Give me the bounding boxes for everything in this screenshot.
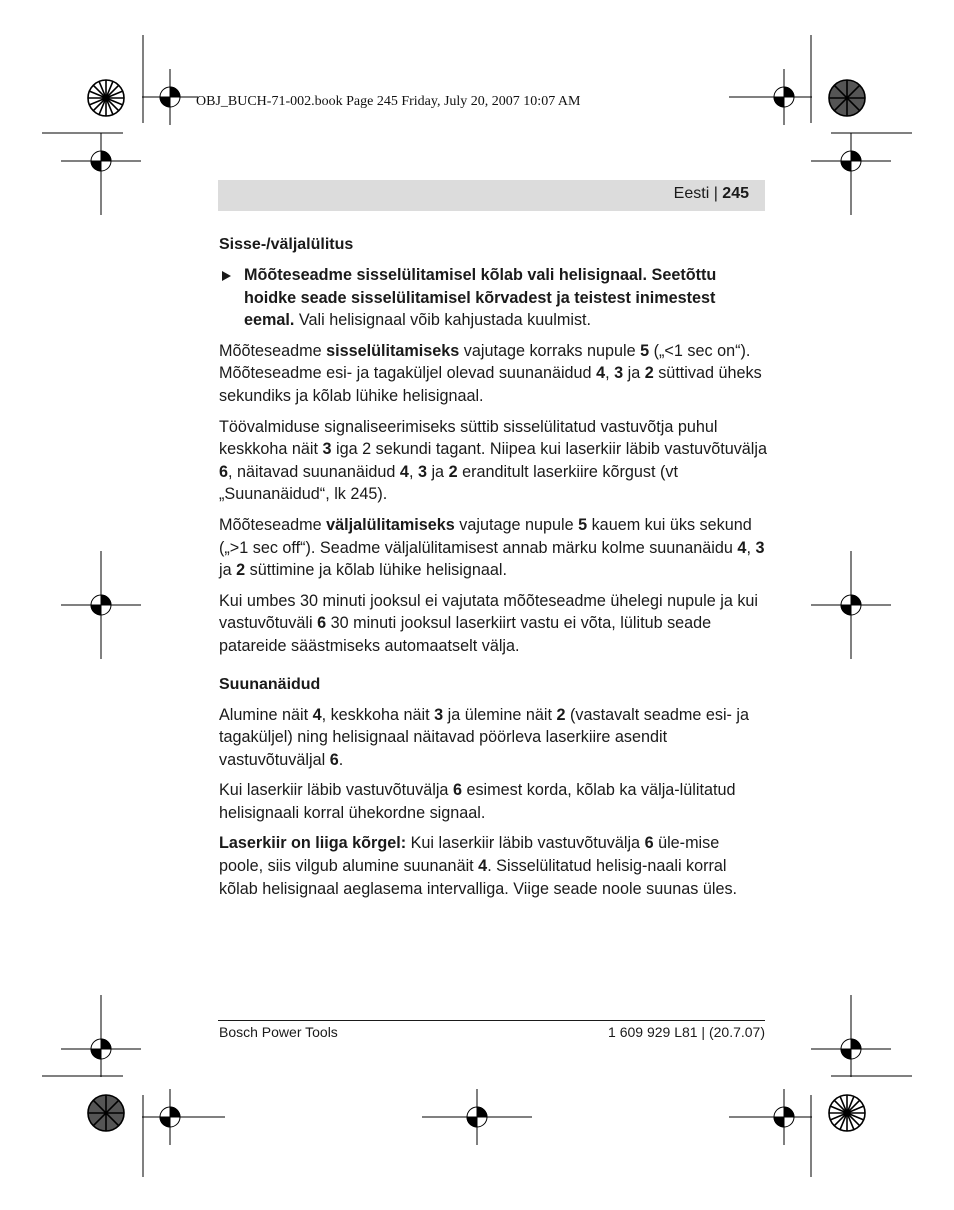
text-run: eranditult laserkiire kõrgust (vt „Suunanäidud“, lk 245). (219, 462, 678, 504)
paragraph-first-pass (219, 779, 767, 824)
paragraph-beam-too-high (219, 832, 767, 900)
text-run: , keskkoha näit (321, 705, 435, 724)
text-bold: 2 (448, 462, 458, 481)
text-bold: 6 (644, 834, 654, 853)
text-bold: 5 (578, 515, 588, 534)
section-heading-indicators: Suunanäidud (219, 675, 321, 693)
text-run: vajutage korraks nupule (459, 341, 641, 360)
text-bold: 2 (236, 561, 246, 580)
warning-bold-text: Mõõteseadme sisselülitamisel kõlab vali helisignaal. Seetõttu hoidke seade sisselülitamisel kõrvadest ja teistest inimestest eemal. (244, 266, 717, 330)
text-run: ja (219, 561, 237, 580)
text-bold: väljalülitamiseks (326, 515, 455, 534)
text-run: , (408, 462, 418, 481)
page-number: 245 (722, 185, 749, 202)
text-bold: 3 (417, 462, 427, 481)
text-bold: 3 (614, 364, 624, 383)
paragraph-ready-signal (219, 416, 767, 506)
text-bold: 4 (478, 857, 488, 876)
text-run: iga 2 sekundi tagant. Niipea kui laserkiir läbib vastuvõtuvälja (331, 440, 768, 459)
warning-triangle-icon (222, 271, 231, 281)
slug-line: OBJ_BUCH-71-002.book Page 245 Friday, July 20, 2007 10:07 AM (196, 94, 581, 109)
text-bold: 2 (644, 364, 654, 383)
text-bold: 3 (755, 538, 765, 557)
text-bold: 4 (737, 538, 747, 557)
text-run: vajutage nupule (454, 515, 579, 534)
text-bold: 6 (329, 750, 339, 769)
footer-publisher: Bosch Power Tools (219, 1024, 338, 1040)
text-bold: sisselülitamiseks (326, 341, 460, 360)
paragraph-switch-off (219, 514, 767, 582)
text-run: Töövalmiduse signaliseerimiseks süttib sisselülitatud vastuvõtja puhul keskkoha näit (219, 417, 718, 459)
text-bold: Laserkiir on liiga kõrgel: (219, 834, 407, 853)
text-run: . Sisselülitatud helisig-naali korral kõlab helisignaal aeglasema intervalliga. Viige seade noole suunas üles. (219, 857, 738, 898)
page-body (219, 234, 767, 908)
text-bold: 3 (434, 705, 444, 724)
text-run: , (746, 538, 756, 557)
text-bold: 6 (452, 781, 462, 800)
text-bold: 2 (556, 705, 566, 724)
text-bold: 4 (596, 364, 606, 383)
text-run: ja (623, 364, 645, 383)
footer-doc-id: 1 609 929 L81 | (20.7.07) (608, 1024, 765, 1040)
header-separator: | (709, 185, 723, 202)
page-header (218, 180, 765, 211)
text-run: Alumine näit (219, 705, 313, 724)
text-run: Mõõteseadme (219, 341, 327, 360)
header-language: Eesti (673, 185, 710, 202)
safety-warning (219, 264, 767, 332)
text-bold: 6 (219, 462, 229, 481)
text-bold: 4 (399, 462, 409, 481)
text-run: Kui laserkiir läbib vastuvõtuvälja (406, 834, 645, 853)
paragraph-switch-on (219, 340, 767, 408)
warning-text: Vali helisignaal võib kahjustada kuulmist. (294, 311, 592, 330)
text-run: süttimine ja kõlab lühike helisignaal. (245, 561, 507, 580)
paragraph-indicators-intro (219, 704, 767, 772)
text-run: süttivad üheks sekundiks ja kõlab lühike helisignaal. (219, 364, 762, 405)
text-bold: 3 (322, 440, 332, 459)
text-run: , (605, 364, 615, 383)
text-run: 30 minuti jooksul laserkiirt vastu ei võta, lülitub seade patareide säästmiseks automaatselt välja. (219, 614, 712, 655)
text-run: , näitavad suunanäidud (228, 462, 400, 481)
text-run: Kui umbes 30 minuti jooksul ei vajutata mõõteseadme ühelegi nupule ja kui vastuvõtuväli (219, 591, 759, 633)
text-run: („<1 sec on“). Mõõteseadme esi- ja tagaküljel olevad suunanäidud (219, 341, 751, 383)
header-text (674, 185, 749, 203)
text-run: (vastavalt seadme esi- ja tagaküljel) ning helisignaal näitavad pöörleva laserkiire asendit vastuvõtuväljal (219, 705, 750, 769)
footer-rule (218, 1020, 765, 1021)
text-run: Mõõteseadme (219, 515, 327, 534)
text-run: esimest korda, kõlab ka välja-lülitatud helisignaali korral ühekordne signaal. (219, 781, 736, 822)
text-run: . (338, 750, 344, 769)
text-run: Kui laserkiir läbib vastuvõtuvälja (219, 781, 453, 800)
text-run: ja (426, 462, 449, 481)
paragraph-auto-off (219, 590, 767, 658)
section-heading-switching: Sisse-/väljalülitus (219, 236, 354, 253)
text-run: kauem kui üks sekund („>1 sec off“). Seadme väljalülitamisest annab märku kolme suunanäidu (219, 515, 752, 557)
text-bold: 6 (317, 614, 327, 633)
text-run: ja ülemine näit (443, 705, 557, 724)
text-bold: 5 (640, 341, 650, 360)
text-bold: 4 (312, 705, 322, 724)
text-run: üle-mise poole, siis vilgub alumine suunanäit (219, 834, 720, 876)
